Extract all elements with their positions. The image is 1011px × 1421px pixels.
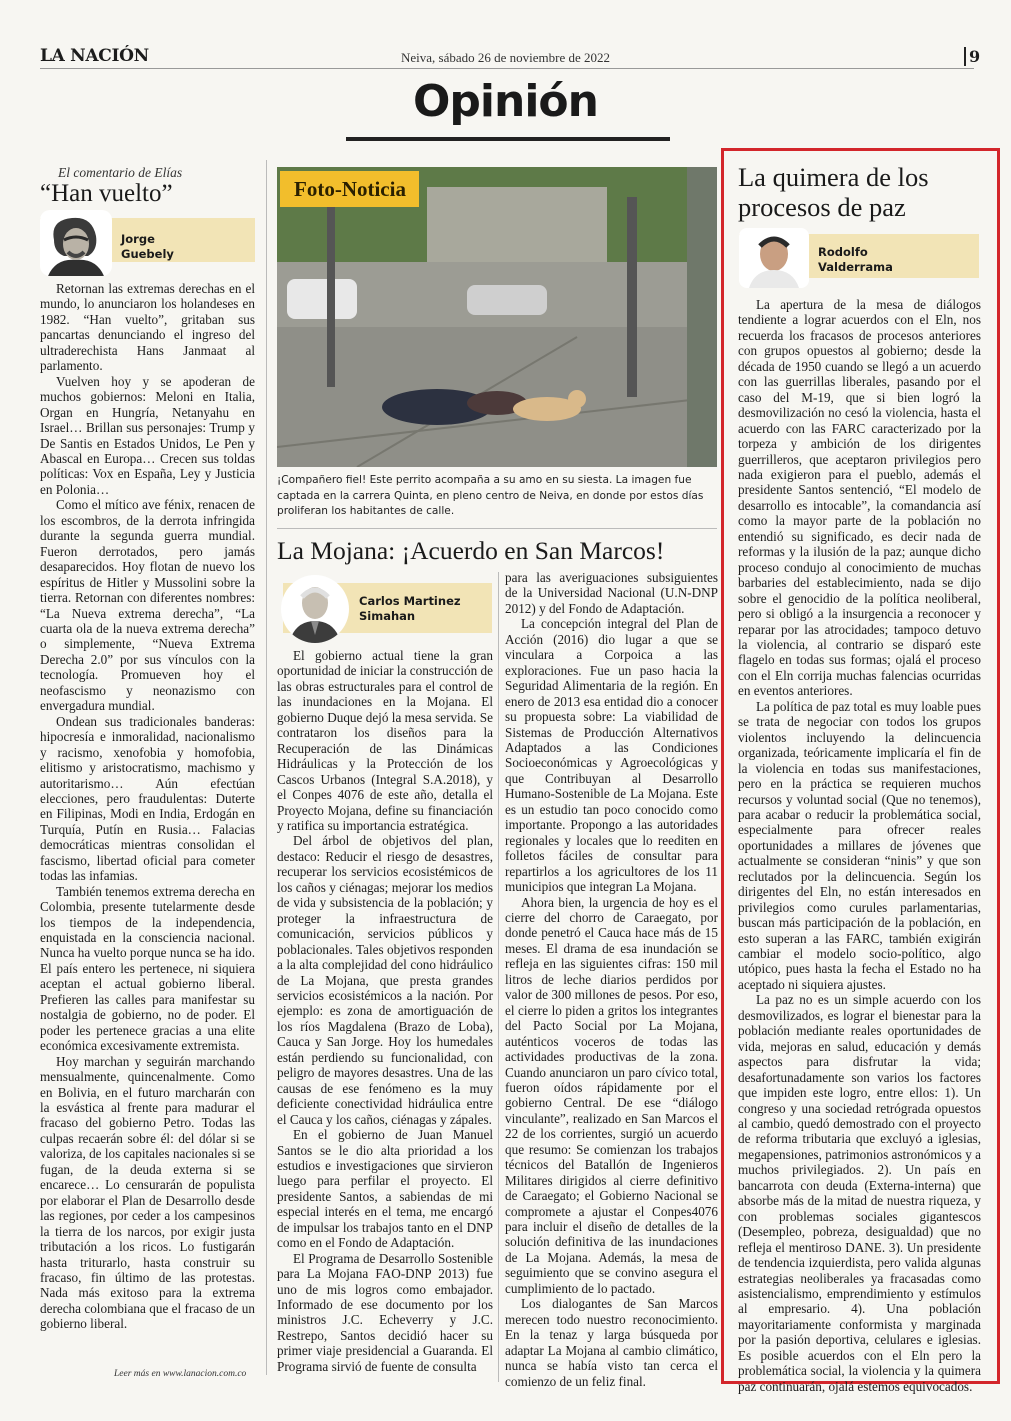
paragraph: El gobierno actual tiene la gran oportunidad de iniciar la construcción de las obras estructurales para el control de las inundaciones en la Mojana. El gobierno Duque dejó la mesa servida. Se contrataron los diseños para la Recuperación de las Dinámicas Hidráulicas y la Protección de los Cascos Urbanos (Integral S.A.2018), y el Conpes 4076 de este año, detalla el Proyecto Mojana, define su financiación y ratifica su importancia estratégica.	[277, 648, 493, 833]
photo-news-label: Foto-Noticia	[280, 171, 419, 207]
article-title: La Mojana: ¡Acuerdo en San Marcos!	[277, 536, 665, 565]
paragraph: Ondean sus tradicionales banderas: hipocresía e inmoralidad, nacionalismo y racismo, xenofobia y homofobia, elitismo y aristocratismo, machismo y autoritarismo… Aún efectúan elecciones, pero fraudulentas: Duterte en Filipinas, Modi en India, Erdogán en Turquía, Putín en Rusia… Falacias democráticas mientras consolidan el fascismo, libertad oficial para cometer todas las infamias.	[40, 713, 255, 884]
column-divider	[498, 572, 499, 1382]
article-body	[738, 297, 981, 1394]
caption-rule	[277, 528, 717, 529]
article-body	[277, 648, 493, 1374]
portrait-icon-guebely	[40, 210, 112, 276]
paragraph: Los dialogantes de San Marcos merecen todo nuestro reconocimiento. En la tenaz y larga búsqueda por adaptar La Mojana al cambio climático, nunca se había visto tan cerca el comienzo de un feliz final.	[505, 1296, 718, 1389]
paragraph: para las averiguaciones subsiguientes de la Universidad Nacional (U.N-DNP 2012) y del Fondo de Adaptación.	[505, 570, 718, 616]
paragraph: Ahora bien, la urgencia de hoy es el cierre del chorro de Caraegato, por donde penetró el Cauca hace más de 15 meses. El drama de esa inundación se refleja en las siguientes cifras: 150 mil litros de leche diarios perdidos por valor de 300 millones de pesos. Por eso, el cierre lo piden a gritos los integrantes del Pacto Social por La Mojana, auténticos voceros de todas las actividades productivas de la zona. Cuando anunciaron un paro cívico total, fueron oídos rápidamente por el gobierno Central. De ese “diálogo vinculante”, realizado en San Marcos el 22 de los corrientes, surgió un acuerdo que resumo: Se comienzan los trabajos técnicos del Batallón de Ingenieros Militares dirigidos al cierre definitivo de Caraegato; el Gobierno Nacional se compromete a ajustar el Conpes4076 para incluir el diseño de detalles de la solución definitiva de las inundaciones de La Mojana. Además, la mesa de seguimiento que se convino asegura el cumplimiento de lo pactado.	[505, 894, 718, 1296]
paragraph: Hoy marchan y seguirán marchando mensualmente, quincenalmente. Como en Bolivia, en el futuro marcharán con la esvástica al frente para madurar el fracaso del gobierno Petro. Todas las culpas recaerán sobre él: del dólar si se valoriza, de los capitales nacionales si se fugan, de la deuda externa si se encarece… Lo censurarán de populista por elaborar el Plan de Desarrollo desde las regiones, por ceder a los campesinos la tierra de los narcos, por exigir justa tributación a los ricos. Lo fustigarán hasta triturarlo, hasta construir su fracaso, fin último de las protestas. Nada más exitoso para la extrema derecha colombiana que el fracaso de un gobierno liberal.	[40, 1053, 255, 1332]
author-name	[121, 232, 174, 262]
article-body	[40, 281, 255, 1332]
paragraph: La concepción integral del Plan de Acción (2016) dio lugar a que se vinculara a Corpoica a las exploraciones. Fue un paso hacia la Seguridad Alimentaria de la región. En enero de 2013 esa entidad dio a conocer su propuesta sobre: La viabilidad de Sistemas de Producción Alternativos Adaptados a las Condiciones Socioeconómicas y Agroecológicas y que Contribuyan al Desarrollo Humano-Sostenible de La Mojana. Este es un estudio tan poco conocido como importante. Propongo a las autoridades regionales y locales que lo reediten en folletos fáciles de consultar para repartirlos a los agricultores de los 11 municipios que integran La Mojana.	[505, 616, 718, 895]
portrait-icon-valderrama	[739, 228, 809, 288]
author-first-name: Jorge	[121, 232, 155, 246]
paragraph: La paz no es un simple acuerdo con los desmovilizados, es lograr el bienestar para la población mediante reales oportunidades de vida, mejoras en salud, educación y demás aspectos para disfrutar la vida; desafortunadamente son varios los factores que impiden este logro, entre ellos: 1). Un congreso y una sociedad retrógrada opuestos al cambio, quedó demostrado con el proyecto de reforma tributaria que excluyó a iglesias, megapensiones, patrimonios astronómicos y a muchos privilegiados. 2). Un país en bancarrota con deuda (Externa-interna) que absorbe más de la mitad de nuestra riqueza, y con problemas sociales gigantescos (Desempleo, pobreza, desigualdad) que no refleja el mentiroso DANE. 3). Un presidente de tendencia izquierdista, pero valida algunas estrategias neoliberales ya fracasadas como asistencialismo, emprendimiento y estímulos al empresario. 4). Una población mayoritariamente conformista y marginada por la pasión deportiva, celulares e iglesias. Es posible acuerdos con el Eln pero la problemática social, la violencia y la quimera paz continuarán, ojalá estemos equivocados.	[738, 992, 981, 1394]
paragraph: Retornan las extremas derechas en el mundo, lo anunciaron los holandeses en 1982. “Han vuelto”, gritaban sus pancartas denunciando el ingreso del ultraderechista Hans Janmaat al parlamento.	[40, 281, 255, 374]
author-last-name: Guebely	[121, 247, 174, 261]
author-first-name: Carlos Martinez	[359, 594, 461, 608]
paragraph: La apertura de la mesa de diálogos tendiente a lograr acuerdos con el Eln, nos recuerda los fracasos de procesos anteriores con grupos opuestos al gobierno; desde la década de 1950 cuando se llegó a un acuerdo con las guerrillas liberales, pasando por el caso del M-19, que si bien logró la desmovilización no cesó la violencia, hasta el acuerdo con las FARC caracterizado por la torpeza y ambición de los dirigentes guerrilleros, que aceptaron privilegios pero nada exigieron para el pueblo, además el presidente Santos sentenció, “El modelo de desarrollo es intocable”, la comandancia así como la mayor parte de la población no entendió su significado, es decir nada de reformas y la ilusión de la paz; aunque dicho proceso condujo al conocimiento de muchas barbaries del establecimiento, nada se dijo sobre el genocidio de la política neoliberal, pero si obligó a la insurgencia a reconocer y reparar por las atrocidades; tampoco detuvo la violencia, al contrario se disparó este flagelo en todas sus formas; ojalá el proceso con el Eln corrija muchas falencias ocurridas en eventos anteriores.	[738, 297, 981, 699]
paragraph: La política de paz total es muy loable pues se trata de negociar con todos los grupos violentos incluyendo la delincuencia organizada, teóricamente implicaría el fin de la violencia en todas sus manifestaciones, pero en la práctica se requieren muchos recursos y voluntad social (Que no tenemos), para acabar o reducir la problemática social, especialmente para ofrecer reales oportunidades a millares de jóvenes que actualmente se consideran “ninis” y que son reclutados por la delincuencia. Según los dirigentes del Eln, no están interesados en privilegios como curules parlamentarias, buscan más participación de la población, en esto superan a las FARC, también exigirán cambiar el modelo socio-político, algo utópico, pues hasta la fecha el Estado no ha aceptado ni siquiera ajustes.	[738, 698, 981, 992]
section-title: Opinión	[413, 76, 598, 127]
photo-caption: ¡Compañero fiel! Este perrito acompaña a su amo en su siesta. La imagen fue captada en la carrera Quinta, en pleno centro de Neiva, en donde por estos días proliferan los habitantes de calle.	[277, 474, 704, 517]
author-last-name: Valderrama	[818, 260, 893, 274]
author-name	[359, 594, 461, 624]
news-photo	[277, 167, 717, 467]
page-number: 9	[964, 47, 980, 66]
newspaper-logo: LA NACIÓN	[40, 46, 149, 66]
paragraph: Vuelven hoy y se apoderan de muchos gobiernos: Meloni en Italia, Organ en Hungría, Netanyahu en Israel… Brillan sus personajes: Trump y De Santis en Estados Unidos, Le Pen y Abascal en Europa… Crecen sus toldas políticas: Vox en España, Ley y Justicia en Polonia…	[40, 373, 255, 497]
paragraph: Del árbol de objetivos del plan, destaco: Reducir el riesgo de desastres, recuperar los servicios ecosistémicos de los caños y ciénagas; mejorar los medios de vida y subsistencia de la población; y proteger la infraestructura de comunicación, servicios públicos y poblacionales. Tales objetivos responden a la alta complejidad del cono hidráulico de La Mojana, que presta grandes servicios ecosistémicos a la nación. Por ejemplo: es zona de amortiguación de los ríos Magdalena (Brazo de Loba), Cauca y San Jorge. Hoy los humedales están perdiendo su funcionalidad, con peligro de mayores desastres. Una de las causas de ese fenómeno es la muy deficiente conectividad hidráulica entre el Cauca y los caños, ciénagas y zápales.	[277, 833, 493, 1127]
article-body	[505, 570, 718, 1389]
paragraph: Como el mítico ave fénix, renacen de los escombros, de la derrota infringida durante la segunda guerra mundial. Fueron derrotados, pero jamás desaparecidos. Hoy flotan de nuevo los espíritus de Hitler y Mussolini sobre la tierra. Retornan con diferentes nombres: “La Nueva extrema derecha”, “La cuarta ola de la nueva extrema derecha” o simplemente, “Nueva Extrema Derecha 2.0” por sus vínculos con la tecnología. Promueven hoy el neofascismo y neonazismo con envergadura mundial.	[40, 497, 255, 714]
section-rule	[346, 137, 670, 141]
issue-date: Neiva, sábado 26 de noviembre de 2022	[400, 50, 611, 65]
author-last-name: Simahan	[359, 609, 416, 623]
portrait-icon-martinez	[281, 575, 349, 643]
paragraph: También tenemos extrema derecha en Colombia, presente tutelarmente desde los tiempos de la independencia, enquistada en la consciencia nacional. Nunca ha vuelto porque nunca se ha ido. El país entero les pertenece, ni siquiera aceptan el actual gobierno liberal. Prefieren las calles para manifestar su nostalgia de gobierno, no de poder. El poder les pertenece gracias a una elite económica excesivamente extremista.	[40, 883, 255, 1054]
article-title: La quimera de los procesos de paz	[738, 162, 929, 222]
paragraph: En el gobierno de Juan Manuel Santos se le dio alta prioridad a los estudios e investigaciones que sirvieron luego para perfilar el proyecto. El presidente Santos, a sabiendas de mi especial interés en el tema, me encargó de impulsar los trabajos tanto en el DNP como en el Fondo de Adaptación.	[277, 1127, 493, 1251]
column-title: “Han vuelto”	[40, 180, 173, 207]
paragraph: El Programa de Desarrollo Sostenible para La Mojana FAO-DNP 2013) fue uno de mis logros como embajador. Informado de ese documento por los ministros J.C. Echeverry y J.C. Restrepo, Santos decidió hacer su primer viaje presidencial a Guaranda. El Programa sirvió de fuente de consulta	[277, 1250, 493, 1374]
column-kicker: El comentario de Elías	[58, 165, 183, 180]
header-rule	[40, 68, 974, 69]
author-first-name: Rodolfo	[818, 245, 868, 259]
column-divider	[266, 160, 267, 1375]
author-name	[818, 245, 893, 275]
read-more-link[interactable]: Leer más en www.lanacion.com.co	[114, 1369, 247, 1379]
